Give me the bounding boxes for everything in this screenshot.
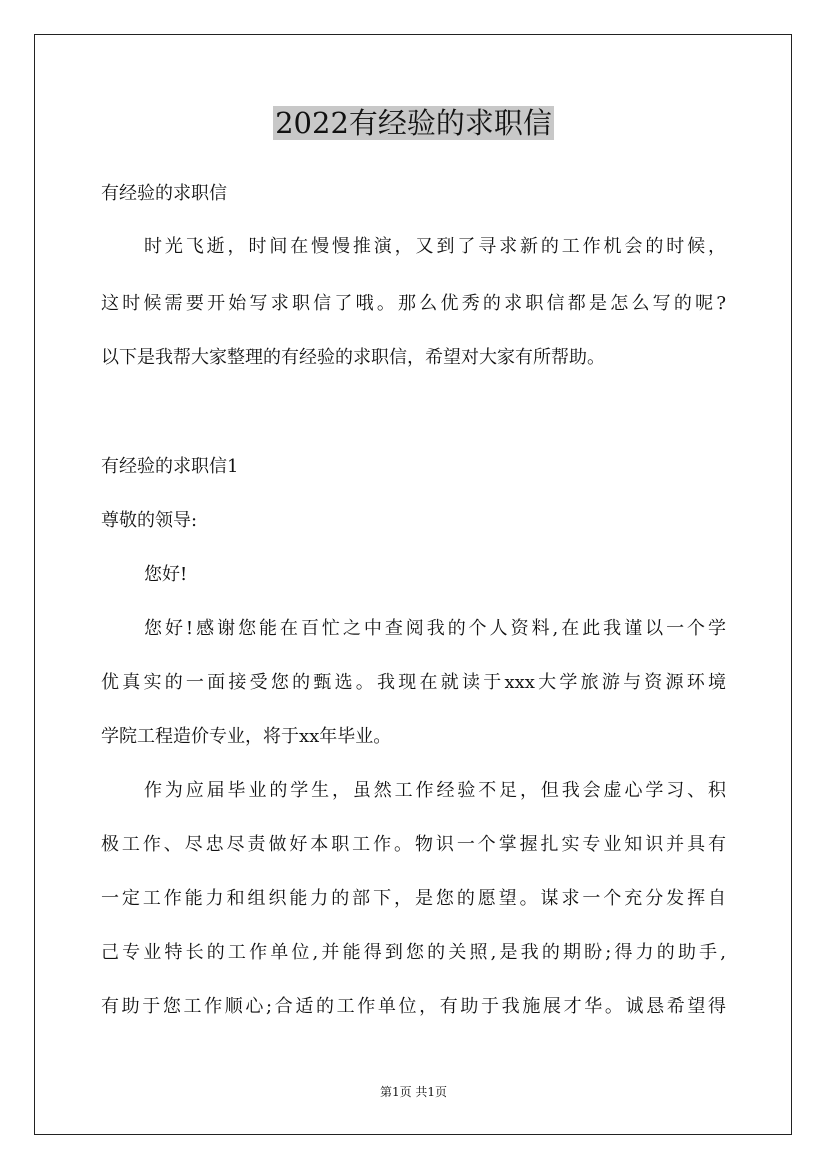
paragraph-line: 有助于您工作顺心;合适的工作单位，有助于我施展才华。诚恳希望得 xyxy=(101,996,726,1017)
paragraph-line: 优真实的一面接受您的甄选。我现在就读于xxx大学旅游与资源环境 xyxy=(101,672,726,693)
paragraph-line: 极工作、尽忠尽责做好本职工作。物识一个掌握扎实专业知识并具有 xyxy=(101,834,726,855)
paragraph-line: 作为应届毕业的学生，虽然工作经验不足，但我会虚心学习、积 xyxy=(144,780,726,801)
subtitle: 有经验的求职信 xyxy=(101,183,227,204)
intro-line: 以下是我帮大家整理的有经验的求职信，希望对大家有所帮助。 xyxy=(101,347,605,368)
document-title-text: 2022有经验的求职信 xyxy=(275,106,552,140)
greeting: 您好! xyxy=(144,564,188,585)
paragraph-line: 一定工作能力和组织能力的部下，是您的愿望。谋求一个充分发挥自 xyxy=(101,888,726,909)
paragraph-line: 己专业特长的工作单位,并能得到您的关照,是我的期盼;得力的助手, xyxy=(101,942,726,963)
intro-line: 这时候需要开始写求职信了哦。那么优秀的求职信都是怎么写的呢? xyxy=(101,293,726,314)
intro-line: 时光飞逝，时间在慢慢推演，又到了寻求新的工作机会的时候， xyxy=(144,236,726,257)
paragraph-line: 您好!感谢您能在百忙之中查阅我的个人资料,在此我谨以一个学 xyxy=(144,618,726,639)
section-heading: 有经验的求职信1 xyxy=(101,456,239,477)
document-title xyxy=(0,104,827,142)
salutation: 尊敬的领导: xyxy=(101,510,198,531)
paragraph-line: 学院工程造价专业，将于xx年毕业。 xyxy=(101,726,392,747)
page-footer: 第1页 共1页 xyxy=(379,1085,448,1099)
